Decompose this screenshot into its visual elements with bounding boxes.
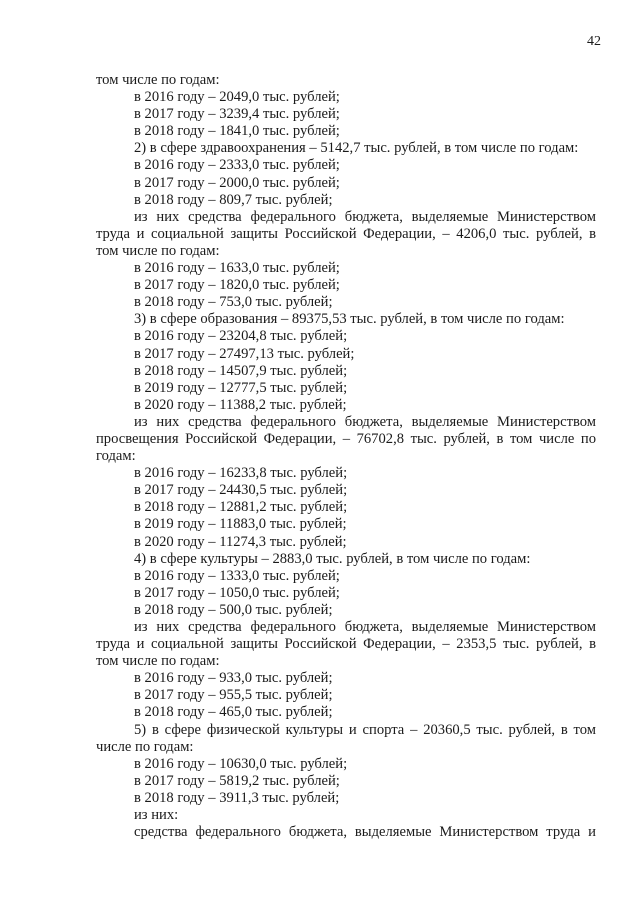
text-line: из них средства федерального бюджета, выделяемые Министерством — [134, 208, 596, 225]
text-line: в 2017 году – 5819,2 тыс. рублей; — [134, 772, 340, 789]
text-line: в 2017 году – 1820,0 тыс. рублей; — [134, 277, 340, 294]
text-line: в 2016 году – 23204,8 тыс. рублей; — [134, 328, 348, 345]
text-line: просвещения Российской Федерации, – 76702,8 тыс. рублей, в том числе по — [96, 430, 596, 447]
text-line: труда и социальной защиты Российской Федерации, – 2353,5 тыс. рублей, в — [96, 636, 596, 653]
text-line: в 2016 году – 10630,0 тыс. рублей; — [134, 755, 348, 772]
document-body — [96, 72, 596, 841]
text-line: в 2017 году – 27497,13 тыс. рублей; — [134, 345, 355, 362]
text-line: в 2018 году – 14507,9 тыс. рублей; — [134, 362, 348, 379]
text-line: из них средства федерального бюджета, выделяемые Министерством — [134, 619, 596, 635]
text-line: 3) в сфере образования – 89375,53 тыс. рублей, в том числе по годам: — [134, 311, 565, 328]
text-line: в 2016 году – 16233,8 тыс. рублей; — [134, 465, 348, 482]
text-line: 5) в сфере физической культуры и спорта – 20360,5 тыс. рублей, в том — [134, 721, 596, 738]
text-line: в 2017 году – 2000,0 тыс. рублей; — [134, 174, 340, 191]
text-line: в 2016 году – 933,0 тыс. рублей; — [134, 670, 333, 687]
text-line: том числе по годам: — [96, 72, 220, 88]
text-line: в 2017 году – 3239,4 тыс. рублей; — [134, 106, 340, 123]
text-line: в 2016 году – 2333,0 тыс. рублей; — [134, 157, 340, 174]
text-line: в 2018 году – 465,0 тыс. рублей; — [134, 704, 333, 721]
text-line: 2) в сфере здравоохранения – 5142,7 тыс. рублей, в том числе по годам: — [134, 140, 579, 157]
text-line: 4) в сфере культуры – 2883,0 тыс. рублей, в том числе по годам: — [134, 550, 531, 567]
text-line: в 2017 году – 24430,5 тыс. рублей; — [134, 482, 348, 499]
text-line: годам: — [96, 448, 136, 465]
text-line: в 2016 году – 1333,0 тыс. рублей; — [134, 567, 340, 584]
text-line: числе по годам: — [96, 738, 194, 755]
text-line: в 2018 году – 3911,3 тыс. рублей; — [134, 789, 340, 806]
text-line: в 2018 году – 1841,0 тыс. рублей; — [134, 123, 340, 140]
text-line: в 2019 году – 11883,0 тыс. рублей; — [134, 516, 347, 533]
text-line: из них: — [134, 807, 179, 824]
text-line: в 2017 году – 1050,0 тыс. рублей; — [134, 584, 340, 601]
text-line: том числе по годам: — [96, 653, 220, 670]
text-line: в 2017 году – 955,5 тыс. рублей; — [134, 687, 333, 704]
text-line: в 2018 году – 753,0 тыс. рублей; — [134, 294, 333, 311]
text-line: в 2016 году – 2049,0 тыс. рублей; — [134, 89, 340, 106]
text-line: труда и социальной защиты Российской Федерации, – 4206,0 тыс. рублей, в — [96, 225, 596, 242]
text-line: в 2018 году – 500,0 тыс. рублей; — [134, 601, 333, 618]
text-line: в 2020 году – 11274,3 тыс. рублей; — [134, 533, 347, 550]
text-line: в 2016 году – 1633,0 тыс. рублей; — [134, 260, 340, 277]
text-line: том числе по годам: — [96, 242, 220, 259]
text-line: из них средства федерального бюджета, выделяемые Министерством — [134, 413, 596, 430]
text-line: в 2020 году – 11388,2 тыс. рублей; — [134, 396, 347, 413]
page-number: 42 — [587, 34, 601, 49]
text-line: средства федерального бюджета, выделяемые Министерством труда и — [134, 824, 596, 841]
text-line: в 2019 году – 12777,5 тыс. рублей; — [134, 379, 348, 396]
text-line: в 2018 году – 12881,2 тыс. рублей; — [134, 499, 348, 516]
text-line: в 2018 году – 809,7 тыс. рублей; — [134, 191, 333, 208]
